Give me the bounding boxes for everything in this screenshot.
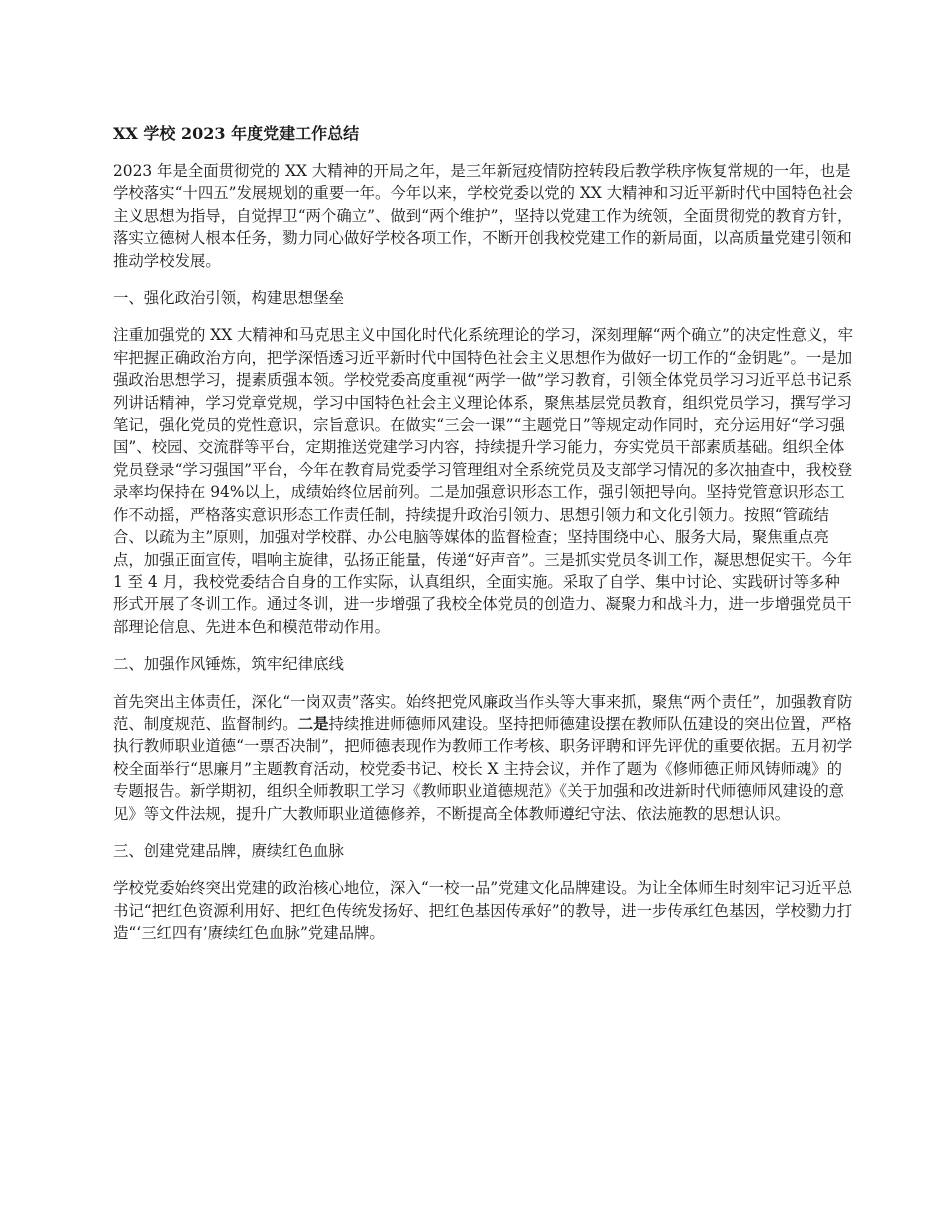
- section-3-heading: 三、创建党建品牌，赓续红色血脉: [113, 841, 344, 860]
- section-1-heading: 一、强化政治引领，构建思想堡垒: [113, 289, 344, 308]
- section-2-body-bold: 二是: [297, 714, 329, 733]
- document-page: [113, 122, 855, 960]
- document-title: XX 学校 2023 年度党建工作总结: [113, 124, 360, 143]
- section-2-body-part2: 持续推进师德师风建设。坚持把师德建设摆在教师队伍建设的突出位置，严格执行教师职业道德“一票否决制”，把师德表现作为教师工作考核、职务评聘和评先评优的重要依据。五月初学校全面举行“思廉月”主题教育活动，校党委书记、校长 X 主持会议，并作了题为《修师德正师风铸师魂》的专题报告。新学期初，组织全师教职工学习《教师职业道德规范》《关于加强和改进新时代师德师风建设的意见》等文件法规，提升广大教师职业道德修养，不断提高全体教师遵纪守法、依法施教的思想认识。: [113, 714, 853, 823]
- intro-paragraph: 2023 年是全面贯彻党的 XX 大精神的开局之年，是三年新冠疫情防控转段后教学秩序恢复常规的一年，也是学校落实“十四五”发展规划的重要一年。今年以来，学校党委以党的 XX 大精神和习近平新时代中国特色社会主义思想为指导，自觉捍卫“两个确立”、做到“两个维护”，坚持以党建工作为统领，全面贯彻党的教育方针，落实立德树人根本任务，勠力同心做好学校各项工作，不断开创我校党建工作的新局面，以高质量党建引领和推动学校发展。: [113, 162, 854, 270]
- section-2-body-part1: 首先突出主体责任，深化“一岗双责”落实。始终把党风廉政当作头等大事来抓，聚焦“两个责任”，加强教育防范、制度规范、监督制约。: [113, 692, 853, 733]
- section-3-body: 学校党委始终突出党建的政治核心地位，深入“一校一品”党建文化品牌建设。为让全体师生时刻牢记习近平总书记“把红色资源利用好、把红色传统发扬好、把红色基因传承好”的教导，进一步传承红色基因，学校勠力打造“‘三红四有’赓续红色血脉”党建品牌。: [113, 879, 853, 943]
- section-2-body: [113, 691, 855, 825]
- section-1-body: 注重加强党的 XX 大精神和马克思主义中国化时代化系统理论的学习，深刻理解“两个确立”的决定性意义，牢牢把握正确政治方向，把学深悟透习近平新时代中国特色社会主义思想作为做好一切工作的“金钥匙”。一是加强政治思想学习，提素质强本领。学校党委高度重视“两学一做”学习教育，引领全体党员学习习近平总书记系列讲话精神，学习党章党规，学习中国特色社会主义理论体系，聚焦基层党员教育，组织党员学习，撰写学习笔记，强化党员的党性意识，宗旨意识。在做实“三会一课”“主题党日”等规定动作同时，充分运用好“学习强国”、校园、交流群等平台，定期推送党建学习内容，持续提升学习能力，夯实党员干部素质基础。组织全体党员登录“学习强国”平台，今年在教育局党委学习管理组对全系统党员及支部学习情况的多次抽查中，我校登录率均保持在 94%以上，成绩始终位居前列。二是加强意识形态工作，强引领把导向。坚持党管意识形态工作不动摇，严格落实意识形态工作责任制，持续提升政治引领力、思想引领力和文化引领力。按照“管疏结合、以疏为主”原则，加强对学校群、办公电脑等媒体的监督检查；坚持围绕中心、服务大局，聚焦重点亮点，加强正面宣传，唱响主旋律，弘扬正能量，传递“好声音”。三是抓实党员冬训工作，凝思想促实干。今年 1 至 4 月，我校党委结合自身的工作实际，认真组织，全面实施。采取了自学、集中讨论、实践研讨等多种形式开展了冬训工作。通过冬训，进一步增强了我校全体党员的创造力、凝聚力和战斗力，进一步增强党员干部理论信息、先进本色和模范带动作用。: [113, 326, 854, 636]
- section-2-heading: 二、加强作风锤炼，筑牢纪律底线: [113, 655, 344, 674]
